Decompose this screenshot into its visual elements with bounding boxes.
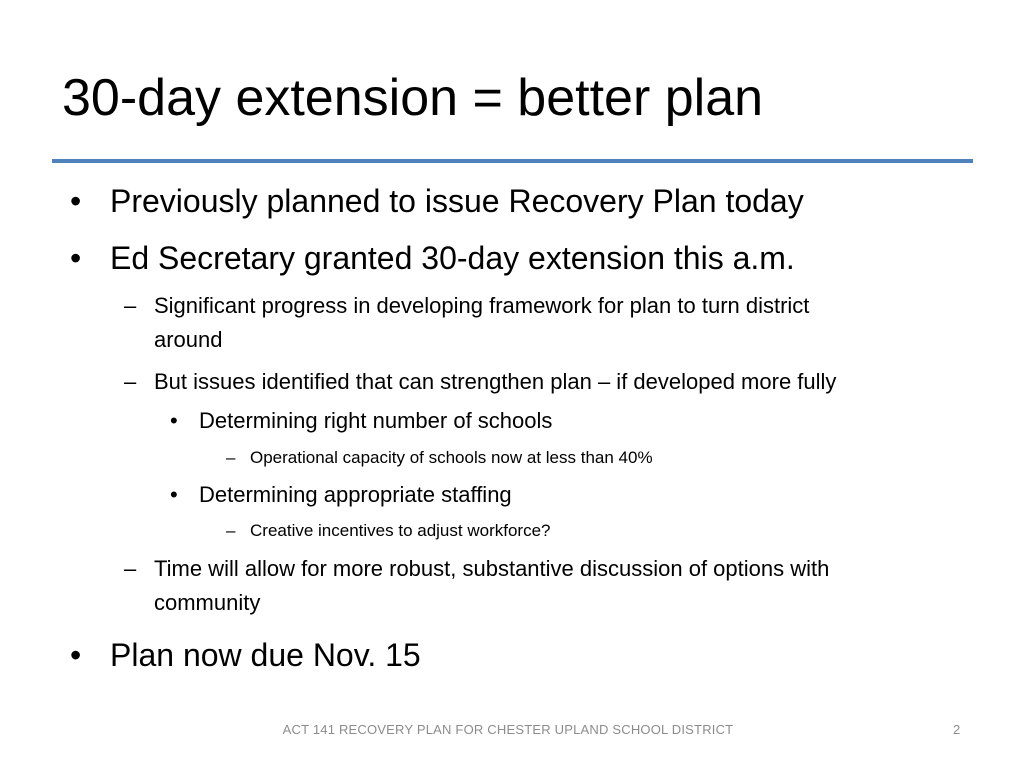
dash-marker: –	[226, 521, 236, 540]
slide-footer: ACT 141 RECOVERY PLAN FOR CHESTER UPLAND SCHOOL DISTRICT	[282, 722, 734, 737]
sub-bullet-text: Significant progress in developing framework for plan to turn district	[154, 293, 810, 318]
bullet-text: Previously planned to issue Recovery Plan today	[110, 183, 804, 219]
dash-marker: –	[226, 448, 236, 467]
bullet-item	[70, 635, 421, 675]
level4-text: Operational capacity of schools now at less than 40%	[250, 448, 653, 467]
sub-sub-bullet-text: Determining appropriate staffing	[199, 482, 512, 507]
sub-bullet-text: But issues identified that can strengthen plan – if developed more fully	[154, 369, 837, 394]
dash-marker: –	[124, 369, 137, 394]
dash-marker: –	[124, 556, 137, 581]
sub-bullet-continuation	[154, 586, 260, 620]
sub-bullet-item	[124, 365, 837, 399]
slide-title: 30-day extension = better plan	[62, 69, 764, 127]
sub-bullet-continuation	[154, 323, 223, 357]
sub-bullet-item	[124, 552, 830, 586]
bullet-marker: •	[70, 183, 82, 219]
page-number: 2	[953, 722, 961, 737]
bullet-marker: •	[170, 408, 178, 433]
sub-bullet-text: around	[154, 327, 223, 352]
title-divider	[52, 159, 973, 163]
bullet-text: Ed Secretary granted 30-day extension this a.m.	[110, 240, 795, 276]
level4-item	[226, 445, 653, 471]
dash-marker: –	[124, 293, 137, 318]
sub-bullet-text: community	[154, 590, 261, 615]
bullet-item	[70, 181, 804, 221]
sub-sub-bullet-text: Determining right number of schools	[199, 408, 553, 433]
bullet-item	[70, 238, 795, 278]
sub-bullet-text: Time will allow for more robust, substantive discussion of options with	[154, 556, 830, 581]
bullet-text: Plan now due Nov. 15	[110, 637, 421, 673]
sub-sub-bullet-item	[170, 405, 553, 437]
sub-sub-bullet-item	[170, 479, 512, 511]
bullet-marker: •	[170, 482, 178, 507]
bullet-marker: •	[70, 637, 82, 673]
sub-bullet-item	[124, 289, 810, 323]
level4-text: Creative incentives to adjust workforce?	[250, 521, 551, 540]
bullet-marker: •	[70, 240, 82, 276]
level4-item	[226, 518, 551, 544]
